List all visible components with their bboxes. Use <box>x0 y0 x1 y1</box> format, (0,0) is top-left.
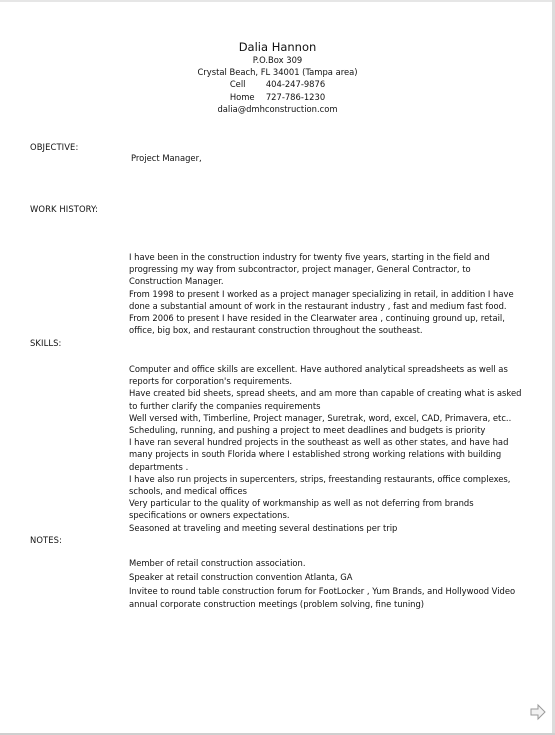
skills-list <box>129 363 525 534</box>
cell-label: Cell <box>229 79 246 90</box>
skill-item: Have created bid sheets, spread sheets, and am more than capable of creating what is asked to further clarify the companies requirements <box>129 388 522 411</box>
resume-header <box>0 40 555 115</box>
email-address: dalia@dmhconstruction.com <box>217 103 338 114</box>
next-page-arrow-icon-svg <box>529 703 547 721</box>
note-item: Invitee to round table construction forum for FootLocker , Yum Brands, and Hollywood Video annual corporate construction meetings (problem solving, fine tuning) <box>129 586 516 609</box>
skill-item: Well versed with, Timberline, Project manager, Suretrak, word, excel, CAD, Primavera, etc.. <box>129 412 512 423</box>
page-top-edge <box>0 0 555 2</box>
objective-label: OBJECTIVE: <box>30 142 79 152</box>
home-number: 727-786-1230 <box>265 91 326 102</box>
note-item: Speaker at retail construction convention Atlanta, GA <box>129 572 353 583</box>
city-line: Crystal Beach, FL 34001 (Tampa area) <box>197 67 358 78</box>
skill-item: Scheduling, running, and pushing a project to meet deadlines and budgets is priority <box>129 425 486 436</box>
notes-list <box>129 557 525 610</box>
po-box: P.O.Box 309 <box>252 55 303 65</box>
skills-label: SKILLS: <box>30 338 62 348</box>
home-label: Home <box>229 91 255 102</box>
note-item: Member of retail construction association. <box>129 558 306 568</box>
work-history-label: WORK HISTORY: <box>30 204 99 214</box>
home-line <box>0 91 555 103</box>
skill-item: Very particular to the quality of workmanship as well as not deferring from brands specifications or owners expectations. <box>129 498 474 521</box>
work-history-text <box>129 251 525 336</box>
cell-number: 404-247-9876 <box>265 79 326 90</box>
work-history-paragraph: I have been in the construction industry for twenty five years, starting in the field and progressing my way from subcontractor, project manager, General Contractor, to Construction Manager. From 1998 to present I worked as a project manager specializing in retail, in addition I have done a substantial amount of work in the restaurant industry , fast and medium fast food. From 2006 to present I have resided in the Clearwater area , continuing ground up, retail, office, big box, and restaurant construction throughout the southeast. <box>129 252 514 336</box>
skill-item: Seasoned at traveling and meeting several destinations per trip <box>129 522 398 533</box>
skill-item: I have ran several hundred projects in the southeast as well as other states, and have had many projects in south Florida where I established strong working relations with building departments . <box>129 437 509 472</box>
skill-item: Computer and office skills are excellent. Have authored analytical spreadsheets as well as reports for corporation's requirements. <box>129 364 508 387</box>
applicant-name: Dalia Hannon <box>238 40 317 54</box>
next-page-arrow-icon[interactable] <box>529 703 547 721</box>
cell-line <box>0 78 555 90</box>
objective-text: Project Manager, <box>131 153 202 163</box>
notes-label: NOTES: <box>30 535 63 545</box>
skill-item: I have also run projects in supercenters, strips, freestanding restaurants, office complexes, schools, and medical offices <box>129 473 511 497</box>
